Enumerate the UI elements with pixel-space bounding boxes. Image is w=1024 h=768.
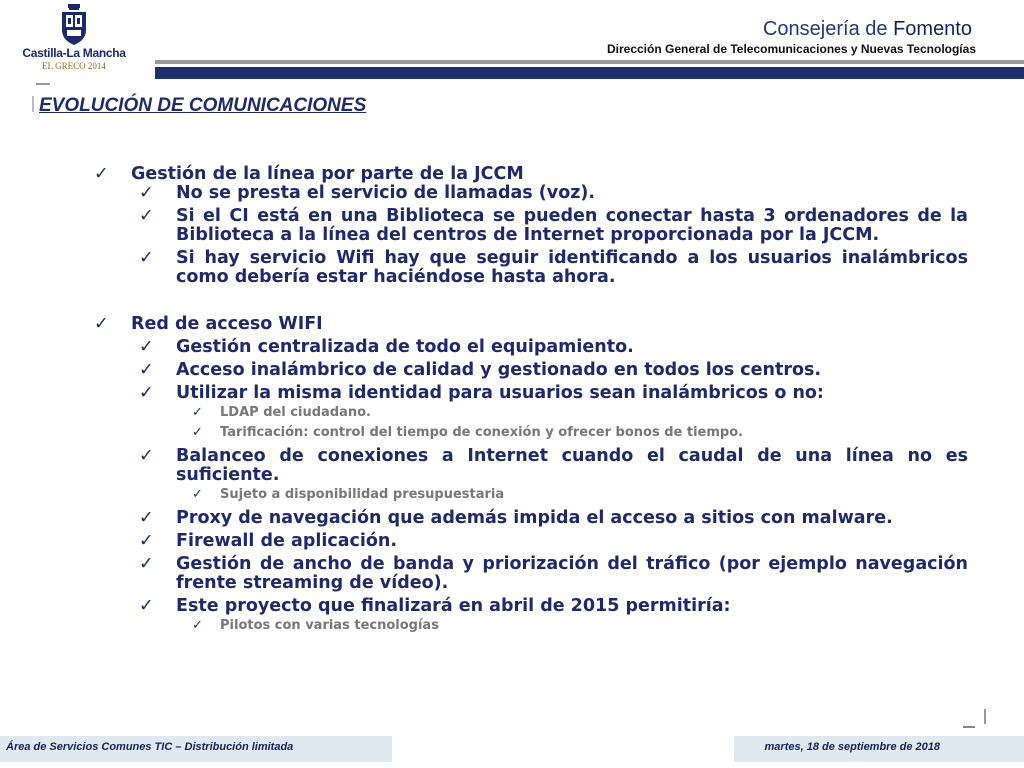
footer-date: martes, 18 de septiembre de 2018: [764, 741, 940, 753]
list-item-level1: [94, 165, 968, 184]
list-item-text: Si hay servicio Wifi hay que seguir identificando a los usuarios inalámbricos como debería estar haciéndose hasta ahora.: [176, 248, 968, 287]
list-item-level2: [94, 597, 968, 616]
list-item-level2: [94, 384, 968, 403]
list-item-level2: [94, 361, 968, 380]
list-item-level2: [94, 184, 968, 203]
list-item-text: Proxy de navegación que además impida el acceso a sitios con malware.: [176, 508, 893, 528]
checkmark-icon: ✓: [139, 508, 154, 528]
list-item-level3: [94, 423, 968, 443]
header-divider-gray: [155, 60, 1024, 64]
header-title-light: Consejería de: [762, 18, 888, 40]
list-item-level2: [94, 249, 968, 287]
header-divider-blue: [155, 67, 1024, 79]
checkmark-icon: ✓: [192, 425, 203, 440]
list-item-level2: [94, 207, 968, 245]
checkmark-icon: ✓: [139, 206, 154, 226]
header-title: [763, 18, 972, 41]
list-item-level2: [94, 555, 968, 593]
crest-icon: [59, 4, 89, 46]
checkmark-icon: ✓: [139, 383, 154, 403]
corner-mark-dash: [963, 726, 975, 728]
list-item-level3: [94, 485, 968, 505]
list-item-text: LDAP del ciudadano.: [220, 405, 371, 420]
slide-content: [94, 165, 968, 636]
list-item-text: Pilotos con varias tecnologías: [220, 618, 439, 633]
header-title-bold: Fomento: [893, 18, 972, 40]
list-item-text: Gestión de la línea por parte de la JCCM: [131, 164, 524, 184]
logo-subtitle: EL GRECO 2014: [42, 61, 106, 71]
list-item-level2: [94, 338, 968, 357]
list-item-text: Tarificación: control del tiempo de conexión y ofrecer bonos de tiempo.: [220, 425, 744, 440]
checkmark-icon: ✓: [139, 554, 154, 574]
footer-left-band: [0, 736, 392, 762]
list-item-text: Balanceo de conexiones a Internet cuando el caudal de una línea no es suficiente.: [176, 446, 968, 485]
list-item-level3: [94, 616, 968, 636]
checkmark-icon: ✓: [94, 164, 109, 184]
title-marker: [32, 96, 34, 112]
list-item-level2: [94, 447, 968, 485]
header-divider-stub: [36, 83, 50, 85]
checkmark-icon: ✓: [139, 360, 154, 380]
list-item-text: Acceso inalámbrico de calidad y gestionado en todos los centros.: [176, 360, 822, 380]
logo: [22, 4, 126, 84]
list-item-text: Gestión de ancho de banda y priorización del tráfico (por ejemplo navegación frente streaming de vídeo).: [176, 554, 968, 593]
list-item-text: No se presta el servicio de llamadas (voz).: [176, 183, 596, 203]
footer-right-band: [734, 736, 1024, 762]
list-item-text: Red de acceso WIFI: [131, 314, 323, 334]
logo-name: Castilla-La Mancha: [22, 46, 126, 60]
list-item-text: Sujeto a disponibilidad presupuestaria: [220, 487, 505, 502]
checkmark-icon: ✓: [192, 487, 203, 502]
corner-mark-bar: [984, 709, 986, 724]
checkmark-icon: ✓: [139, 183, 154, 203]
footer-distribution: Área de Servicios Comunes TIC – Distribución limitada: [6, 741, 294, 753]
checkmark-icon: ✓: [192, 618, 203, 633]
list-item-text: Este proyecto que finalizará en abril de 2015 permitiría:: [176, 596, 731, 616]
checkmark-icon: ✓: [192, 405, 203, 420]
slide-title: EVOLUCIÓN DE COMUNICACIONES: [39, 95, 367, 116]
checkmark-icon: ✓: [139, 531, 154, 551]
list-item-level3: [94, 403, 968, 423]
list-item-level2: [94, 509, 968, 528]
checkmark-icon: ✓: [139, 596, 154, 616]
checkmark-icon: ✓: [139, 446, 154, 466]
section-spacer: [94, 287, 968, 315]
checkmark-icon: ✓: [139, 248, 154, 268]
list-item-text: Firewall de aplicación.: [176, 531, 398, 551]
list-item-level2: [94, 532, 968, 551]
checkmark-icon: ✓: [139, 337, 154, 357]
checkmark-icon: ✓: [94, 314, 109, 334]
header-subtitle: Dirección General de Telecomunicaciones y Nuevas Tecnologías: [606, 42, 976, 56]
list-item-level1: [94, 315, 968, 334]
list-item-text: Gestión centralizada de todo el equipamiento.: [176, 337, 634, 357]
list-item-text: Si el CI está en una Biblioteca se pueden conectar hasta 3 ordenadores de la Biblioteca a la línea del centros de Internet proporcionada por la JCCM.: [176, 206, 968, 245]
list-item-text: Utilizar la misma identidad para usuarios sean inalámbricos o no:: [176, 383, 824, 403]
